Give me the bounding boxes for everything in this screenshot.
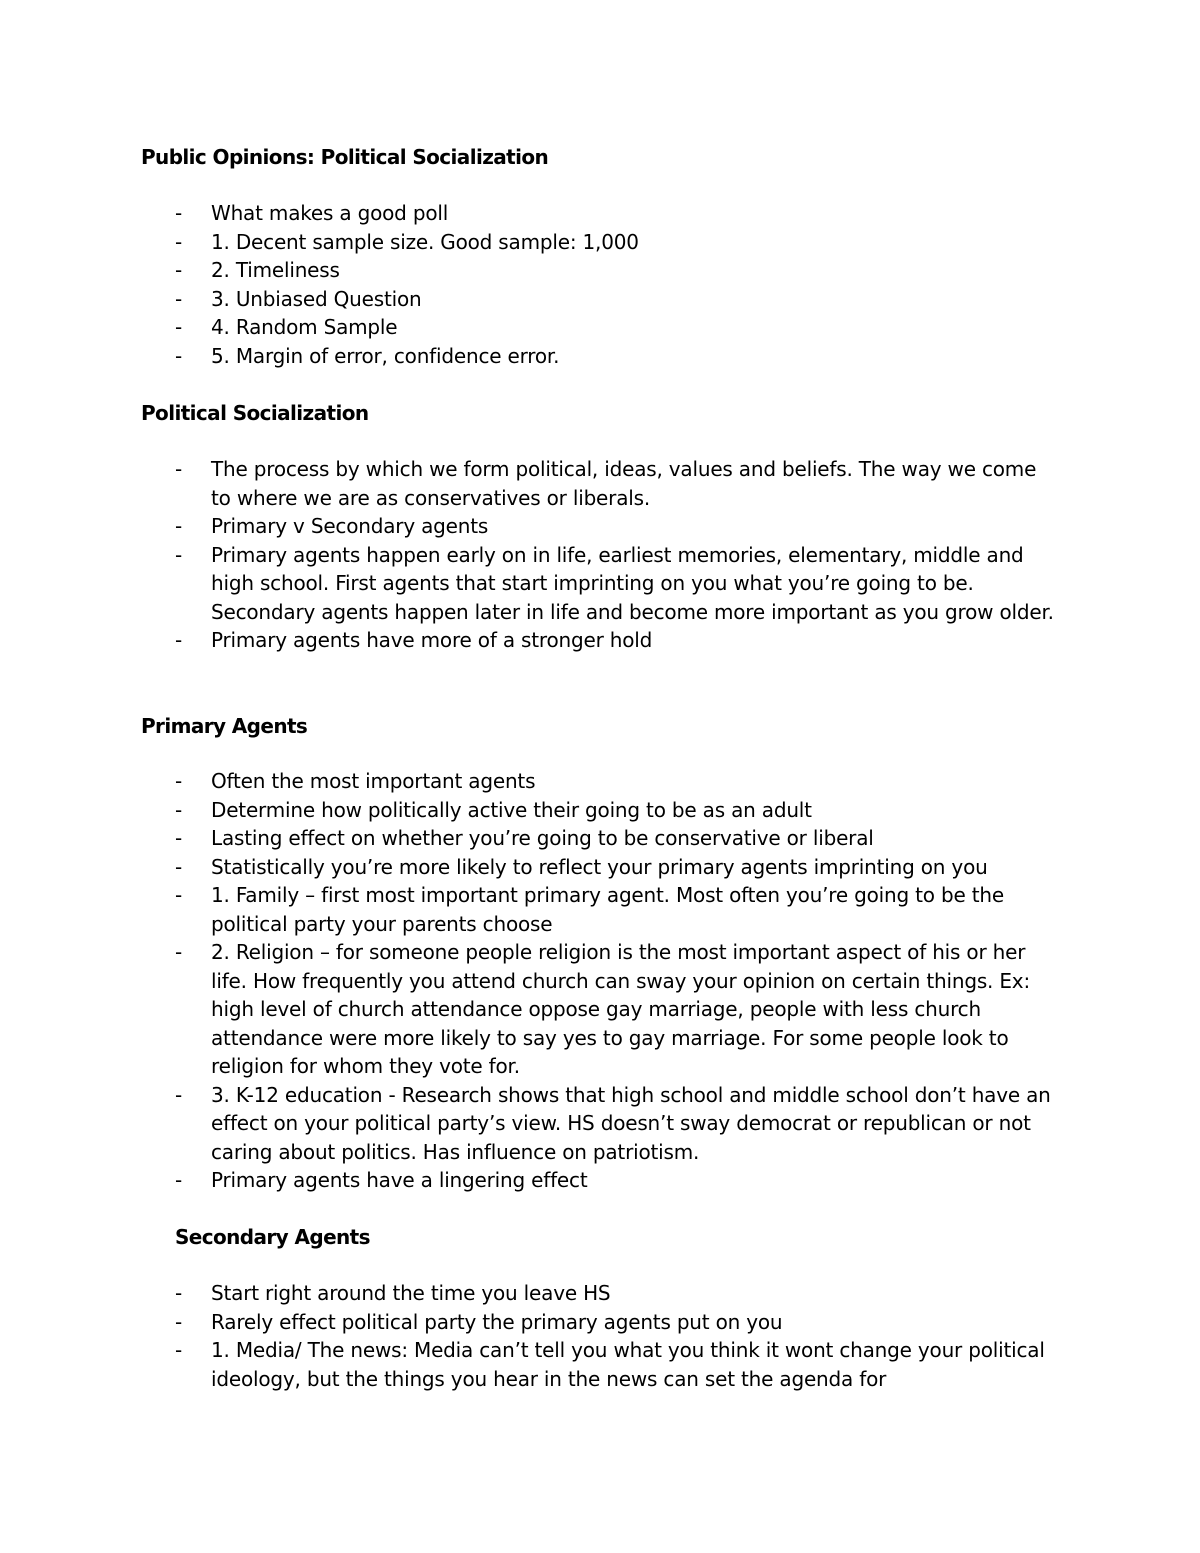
list-item: - Lasting effect on whether you’re going to be conservative or liberal xyxy=(175,826,874,850)
list-item: - The process by which we form political, ideas, values and beliefs. The way we come to where we are as conservatives or liberals. xyxy=(175,457,1037,510)
list-item: - 1. Family – first most important primary agent. Most often you’re going to be the political party your parents choose xyxy=(175,883,1004,936)
list-item: - Start right around the time you leave HS xyxy=(175,1281,611,1305)
list-item: - Rarely effect political party the primary agents put on you xyxy=(175,1309,783,1334)
list-item: - Statistically you’re more likely to reflect your primary agents imprinting on you xyxy=(175,854,988,879)
list-item: - Primary agents have more of a stronger hold xyxy=(175,628,653,652)
section-heading-primary-agents: Primary Agents xyxy=(141,714,308,738)
list-item: - 5. Margin of error, confidence error. xyxy=(175,343,560,368)
list-item: - Often the most important agents xyxy=(175,769,536,793)
list-item: - Primary agents happen early on in life, earliest memories, elementary, middle and high school. First agents that start imprinting on you what you’re going to be. Secondary agents happen later in life and become more important as you grow older. xyxy=(175,542,1054,624)
list-item: - 3. K-12 education - Research shows that high school and middle school don’t have an effect on your political party’s view. HS doesn’t sway democrat or republican or not caring about politics. Has influence on patriotism. xyxy=(175,1082,1051,1164)
section-heading-political-socialization: Political Socialization xyxy=(141,401,369,425)
page-title: Public Opinions: Political Socialization xyxy=(141,145,549,169)
list-item: - 3. Unbiased Question xyxy=(175,286,422,311)
poll-criteria-list xyxy=(141,199,1061,370)
primary-agents-list xyxy=(141,767,1066,1195)
political-socialization-list xyxy=(141,455,1056,655)
list-item: - 2. Religion – for someone people religion is the most important aspect of his or her life. How frequently you attend church can sway your opinion on certain things. Ex: high level of church attendance oppose gay marriage, people with less church attendance were more likely to say yes to gay marriage. For some people look to religion for whom they vote for. xyxy=(175,940,1030,1078)
list-item: - Primary agents have a lingering effect xyxy=(175,1168,588,1192)
list-item: - 4. Random Sample xyxy=(175,315,398,339)
list-item: - 2. Timeliness xyxy=(175,258,340,282)
list-item: - What makes a good poll xyxy=(175,201,449,225)
list-item: - Primary v Secondary agents xyxy=(175,514,489,538)
secondary-agents-list xyxy=(141,1279,1056,1393)
list-item: - 1. Decent sample size. Good sample: 1,000 xyxy=(175,229,639,254)
list-item: - 1. Media/ The news: Media can’t tell you what you think it wont change your political ideology, but the things you hear in the news can set the agenda for xyxy=(175,1338,1045,1391)
section-heading-secondary-agents: Secondary Agents xyxy=(175,1225,370,1249)
list-item: - Determine how politically active their going to be as an adult xyxy=(175,797,812,822)
